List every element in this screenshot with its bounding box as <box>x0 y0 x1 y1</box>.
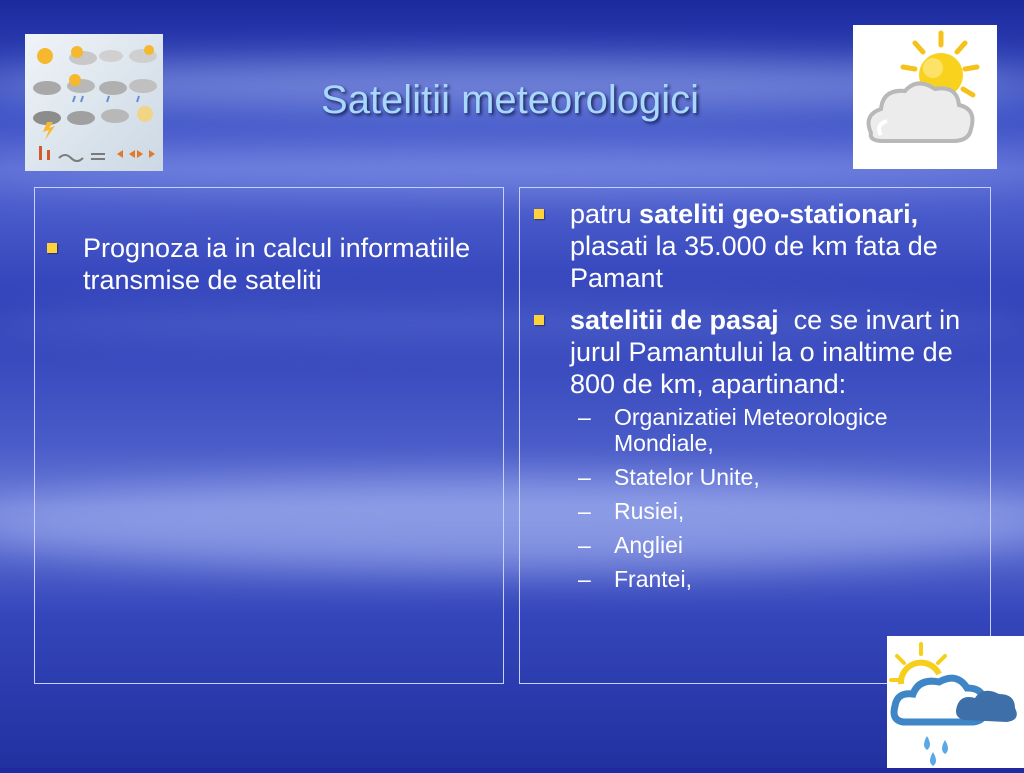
bullet-text-post: ce se invart in jurul Pamantului la o inaltime de 800 de km, apartinand: <box>570 305 968 399</box>
dash-marker: – <box>578 404 591 430</box>
bullet-text <box>534 198 989 294</box>
sub-list <box>578 404 989 592</box>
sub-item-text: Statelor Unite, <box>614 464 760 490</box>
dash-marker: – <box>578 566 591 592</box>
bullet-text-bold: sateliti geo-stationari, <box>639 199 919 229</box>
sub-item-text: Angliei <box>614 532 684 558</box>
bullet-text-bold: satelitii de pasaj <box>570 305 779 335</box>
list-item <box>47 232 487 296</box>
bullet-text-pre: patru <box>570 199 640 229</box>
bullet-text <box>534 304 989 400</box>
bullet-square-icon <box>534 209 544 219</box>
dash-marker: – <box>578 464 591 490</box>
sub-item-text: Organizatiei Meteorologice Mondiale, <box>614 404 888 456</box>
sub-list-item <box>578 404 989 456</box>
dash-marker: – <box>578 532 591 558</box>
sun-cloud-rain-icon <box>887 636 1024 768</box>
weather-symbols-grid-icon <box>25 34 163 171</box>
left-content-panel <box>34 187 504 684</box>
bullet-square-icon <box>534 315 544 325</box>
sun-behind-cloud-icon <box>853 25 997 169</box>
bullet-text-post: plasati la 35.000 de km fata de Pamant <box>570 231 938 293</box>
sub-list-item <box>578 566 989 592</box>
sub-list-item <box>578 498 989 524</box>
bullet-square-icon <box>47 243 57 253</box>
sub-list-item <box>578 532 989 558</box>
slide-title: Satelitii meteorologici <box>321 78 699 122</box>
sub-list-item <box>578 464 989 490</box>
bullet-list <box>534 198 989 602</box>
bullet-text: Prognoza ia in calcul informatiile transmise de sateliti <box>83 233 471 295</box>
sub-item-text: Frantei, <box>614 566 692 592</box>
list-item <box>534 304 989 592</box>
sub-item-text: Rusiei, <box>614 498 685 524</box>
right-content-panel <box>519 187 991 684</box>
dash-marker: – <box>578 498 591 524</box>
list-item <box>534 198 989 294</box>
